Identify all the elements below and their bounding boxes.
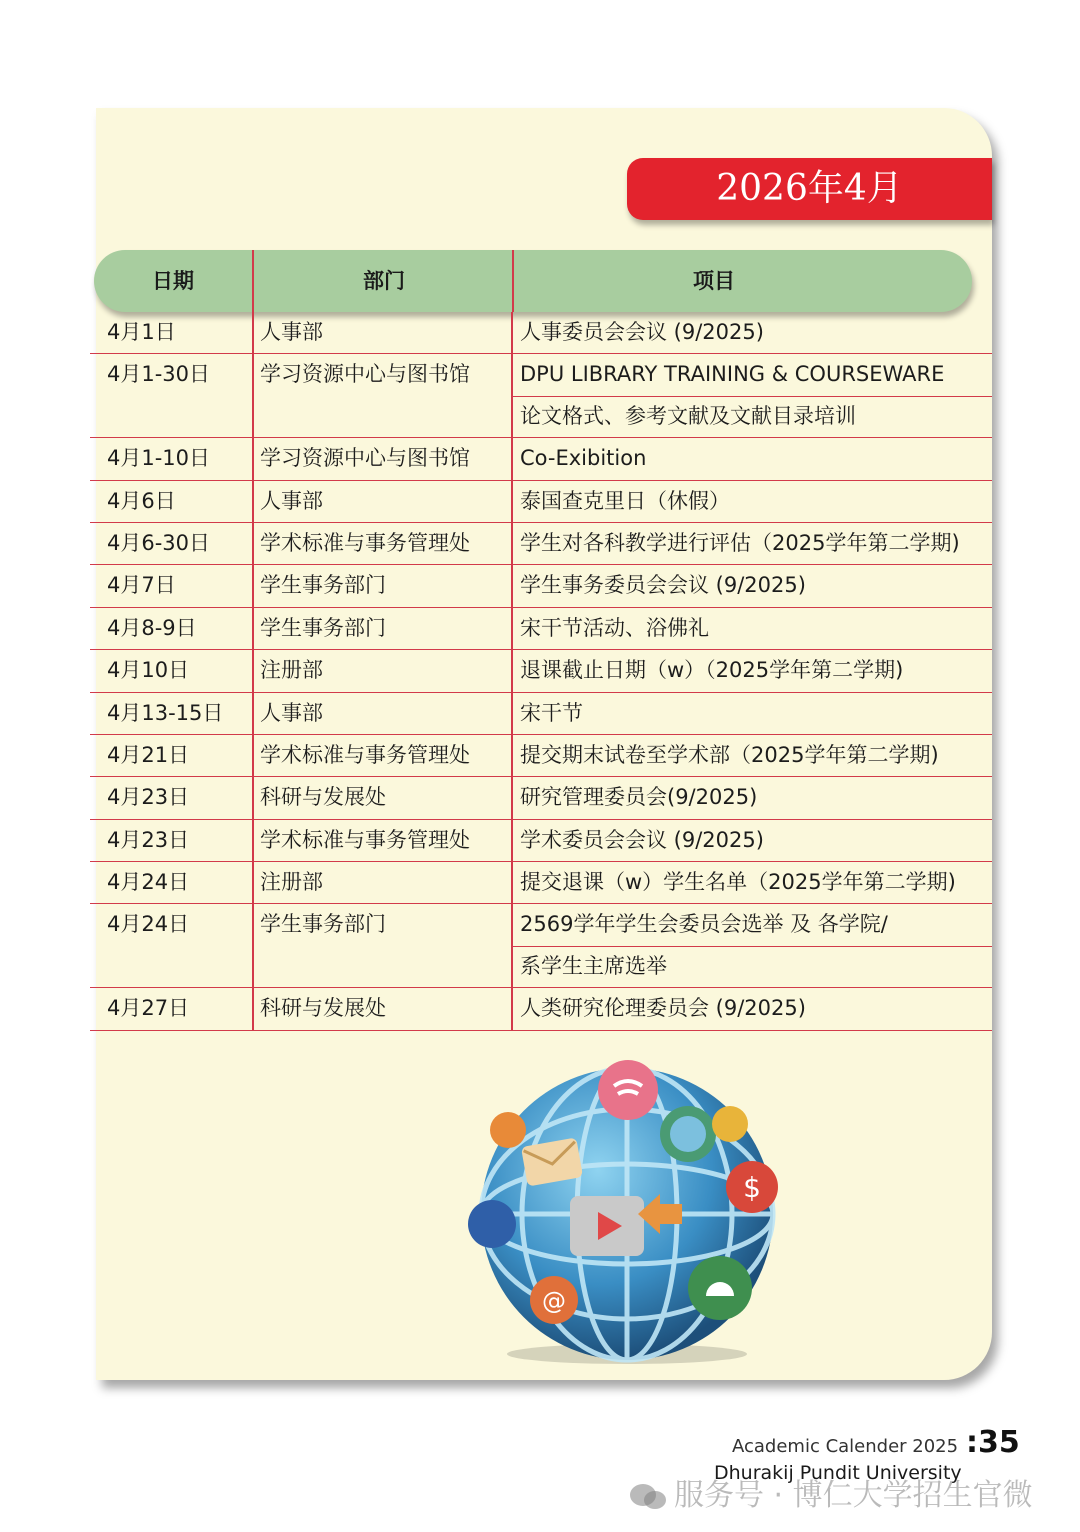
table-header xyxy=(94,250,972,312)
globe-illustration xyxy=(462,1052,792,1372)
footer-university: Dhurakij Pundit University xyxy=(714,1462,962,1484)
row-date: 4月13-15日 xyxy=(107,700,224,725)
row-item: 系学生主席选举 xyxy=(520,953,667,978)
row-department: 学术标准与事务管理处 xyxy=(260,827,470,852)
globe-icon xyxy=(462,1052,792,1372)
table-row xyxy=(90,565,992,607)
row-date: 4月23日 xyxy=(107,785,190,810)
header-date: 日期 xyxy=(152,269,194,293)
row-department: 人事部 xyxy=(260,488,323,513)
row-date: 4月6日 xyxy=(107,488,176,513)
row-item: 论文格式、参考文献及文献目录培训 xyxy=(520,403,856,428)
row-item: 学生事务委员会会议 (9/2025) xyxy=(520,573,806,598)
row-item: 学生对各科教学进行评估（2025学年第二学期) xyxy=(520,530,960,555)
row-item: 研究管理委员会(9/2025) xyxy=(520,785,758,810)
table-row xyxy=(90,312,992,354)
row-date: 4月7日 xyxy=(107,573,176,598)
row-department: 科研与发展处 xyxy=(260,785,386,810)
row-department: 人事部 xyxy=(260,320,323,344)
row-department: 学习资源中心与图书馆 xyxy=(260,446,470,471)
month-title-banner: 2026年4月 xyxy=(627,158,992,220)
row-item: 退课截止日期（w）（2025学年第二学期) xyxy=(520,658,904,683)
page-number: :35 xyxy=(966,1425,1020,1460)
header-department: 部门 xyxy=(252,250,514,312)
row-department: 注册部 xyxy=(260,870,323,895)
row-department: 注册部 xyxy=(260,658,323,683)
row-department: 人事部 xyxy=(260,700,323,725)
table-row xyxy=(90,481,992,523)
row-item: 宋干节 xyxy=(520,700,583,725)
row-item: 2569学年学生会委员会选举 及 各学院/ xyxy=(520,912,888,937)
table-row xyxy=(90,523,992,565)
row-department: 学生事务部门 xyxy=(260,912,386,937)
schedule-table xyxy=(90,312,992,1031)
row-date: 4月6-30日 xyxy=(107,530,211,555)
column-divider xyxy=(252,312,254,1030)
row-date: 4月21日 xyxy=(107,742,190,767)
row-item: 泰国查克里日（休假） xyxy=(520,488,730,513)
row-item: 人事委员会会议 (9/2025) xyxy=(520,320,764,344)
footer-calendar-label: Academic Calender 2025 xyxy=(732,1436,959,1457)
row-department: 科研与发展处 xyxy=(260,996,386,1021)
table-row xyxy=(90,777,992,819)
row-date: 4月10日 xyxy=(107,658,190,683)
row-department: 学习资源中心与图书馆 xyxy=(260,362,470,387)
row-date: 4月24日 xyxy=(107,912,190,937)
table-row xyxy=(90,608,992,650)
table-row xyxy=(90,354,992,438)
svg-text:$: $ xyxy=(743,1171,761,1204)
row-date: 4月24日 xyxy=(107,870,190,895)
table-row xyxy=(90,735,992,777)
row-item: 人类研究伦理委员会 (9/2025) xyxy=(520,996,806,1021)
row-date: 4月27日 xyxy=(107,996,190,1021)
table-row xyxy=(90,820,992,862)
column-divider xyxy=(511,312,513,1030)
row-date: 4月1日 xyxy=(107,320,176,344)
row-date: 4月1-30日 xyxy=(107,362,211,387)
row-date: 4月8-9日 xyxy=(107,615,197,640)
row-department: 学生事务部门 xyxy=(260,615,386,640)
header-item: 项目 xyxy=(512,250,914,312)
table-row xyxy=(90,693,992,735)
watermark-text: 服务号 · 博仁大学招生官微 xyxy=(674,1478,1033,1513)
table-row xyxy=(90,862,992,904)
row-item: 提交期末试卷至学术部（2025学年第二学期) xyxy=(520,742,939,767)
row-item: DPU LIBRARY TRAINING & COURSEWARE xyxy=(520,362,945,387)
wechat-icon xyxy=(628,1482,668,1512)
row-item: 宋干节活动、浴佛礼 xyxy=(520,615,709,640)
table-row xyxy=(90,650,992,692)
svg-text:@: @ xyxy=(542,1287,566,1315)
row-date: 4月23日 xyxy=(107,827,190,852)
row-item: 学术委员会会议 (9/2025) xyxy=(520,827,764,852)
table-row xyxy=(90,904,992,988)
row-department: 学生事务部门 xyxy=(260,573,386,598)
row-department: 学术标准与事务管理处 xyxy=(260,530,470,555)
row-date: 4月1-10日 xyxy=(107,446,211,471)
table-row xyxy=(90,988,992,1030)
row-department: 学术标准与事务管理处 xyxy=(260,742,470,767)
table-row xyxy=(90,438,992,480)
row-item: Co-Exibition xyxy=(520,446,647,471)
watermark xyxy=(628,1470,1033,1514)
row-item: 提交退课（w）学生名单（2025学年第二学期) xyxy=(520,870,956,895)
